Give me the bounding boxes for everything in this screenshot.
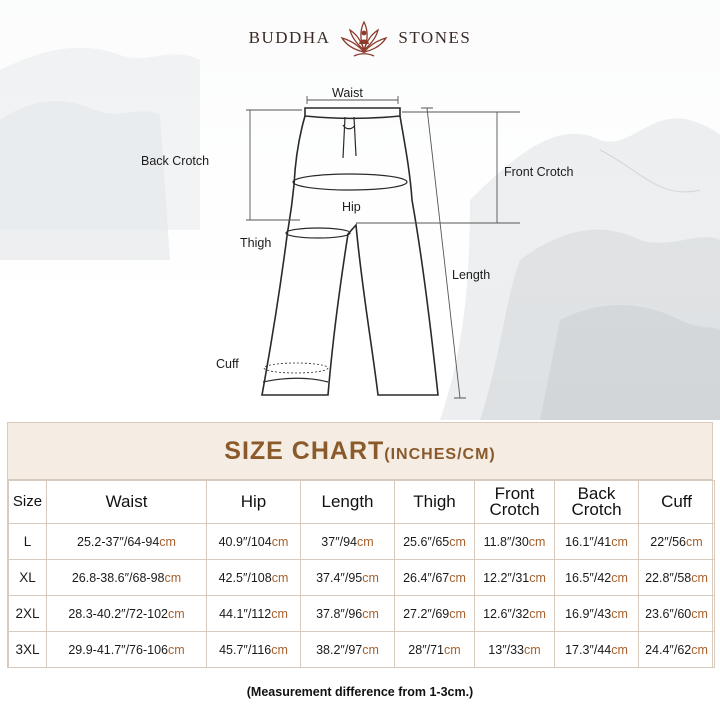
measurement-value: 11.8″/30 [483,534,529,549]
measurement-unit: cm [611,534,628,549]
size-chart-title: SIZE CHART(INCHES/CM) [224,436,496,465]
measurement-unit: cm [271,642,288,657]
brand-name-right: STONES [398,28,472,47]
column-header: Front Crotch [475,481,555,524]
measurement-unit: cm [611,606,628,621]
measurement-unit: cm [362,642,379,657]
measurement-cell [639,560,715,596]
measurement-cell [475,632,555,668]
measurement-unit: cm [686,534,703,549]
measurement-cell [301,524,395,560]
size-cell: XL [9,560,47,596]
measurement-unit: cm [449,606,466,621]
measurement-cell [207,560,301,596]
measurement-unit: cm [691,570,708,585]
measurement-cell [395,560,475,596]
measurement-cell [47,596,207,632]
column-header: Back Crotch [555,481,639,524]
measurement-cell [639,524,715,560]
table-row [9,632,715,668]
measurement-unit: cm [611,642,628,657]
size-chart-units: (INCHES/CM) [384,445,496,463]
measurement-cell [555,596,639,632]
measurement-cell [47,524,207,560]
measurement-value: 22.8″/58 [645,570,692,585]
measurement-cell [475,596,555,632]
measurement-value: 25.6″/65 [403,534,450,549]
measurement-value: 37.4″/95 [316,570,363,585]
measurement-cell [639,596,715,632]
measurement-cell [301,596,395,632]
label-front-crotch: Front Crotch [504,165,574,179]
measurement-unit: cm [691,642,708,657]
measurement-value: 16.9″/43 [565,606,612,621]
measurement-unit: cm [524,642,541,657]
size-cell: 2XL [9,596,47,632]
measurement-value: 37.8″/96 [316,606,363,621]
measurement-cell [475,560,555,596]
cuff-band [263,378,328,382]
label-waist: Waist [332,86,363,100]
measurement-unit: cm [528,534,546,549]
measurement-cell [207,596,301,632]
measurement-value: 24.4″/62 [645,642,692,657]
measurement-unit: cm [529,606,546,621]
measurement-unit: cm [691,606,708,621]
measurement-unit: cm [159,534,176,549]
measurement-value: 44.1″/112 [219,606,272,621]
label-hip: Hip [342,200,361,214]
measurement-cell [555,632,639,668]
measurement-value: 45.7″/116 [219,642,272,657]
column-header: Cuff [639,481,715,524]
measurement-cell [555,560,639,596]
measurement-value: 26.4″/67 [403,570,450,585]
brand-header [0,16,720,60]
measurement-cell [301,632,395,668]
size-chart-title-bar [8,423,712,480]
measurement-cell [395,596,475,632]
column-header: Thigh [395,481,475,524]
measurement-value: 13″/33 [488,642,525,657]
label-thigh: Thigh [240,236,272,250]
pants-outline [262,116,438,395]
hip-measure-ellipse [293,174,407,190]
pants-drawstring [343,117,356,158]
pants-measurement-diagram [0,60,720,410]
measurement-note: (Measurement difference from 1-3cm.) [246,685,474,699]
measurement-value: 23.6″/60 [645,606,692,621]
measurement-unit: cm [271,606,288,621]
measurement-value: 40.9″/104 [218,534,272,549]
column-header: Size [9,481,47,524]
measurement-unit: cm [167,606,185,621]
measurement-unit: cm [362,570,379,585]
measurement-unit: cm [449,570,466,585]
table-row [9,560,715,596]
column-header: Length [301,481,395,524]
measurement-cell [395,524,475,560]
table-row [9,596,715,632]
thigh-measure-ellipse [286,228,350,238]
measurement-value: 22″/56 [650,534,687,549]
measurement-cell [301,560,395,596]
measurement-unit: cm [444,642,461,657]
measurement-unit: cm [271,534,289,549]
column-header: Waist [47,481,207,524]
label-back-crotch: Back Crotch [141,154,210,168]
table-header-row [9,481,715,524]
measurement-value: 12.2″/31 [483,570,530,585]
measurement-unit: cm [167,642,185,657]
measurement-cell [47,632,207,668]
measurement-unit: cm [271,570,289,585]
measurement-unit: cm [357,534,374,549]
measurement-unit: cm [164,570,182,585]
measurement-value: 28″/71 [408,642,445,657]
size-cell: L [9,524,47,560]
measurement-value: 16.1″/41 [565,534,612,549]
measurement-cell [207,524,301,560]
measurement-cell [47,560,207,596]
measurement-value: 16.5″/42 [565,570,612,585]
size-chart [7,422,713,668]
measurement-cell [207,632,301,668]
measurement-value: 25.2-37″/64-94 [77,534,160,549]
measurement-unit: cm [529,570,546,585]
size-cell: 3XL [9,632,47,668]
measurement-value: 26.8-38.6″/68-98 [71,570,165,585]
measurement-value: 37″/94 [321,534,358,549]
label-cuff: Cuff [216,357,239,371]
measurement-value: 17.3″/44 [565,642,612,657]
measurement-value: 38.2″/97 [316,642,363,657]
measurement-unit: cm [449,534,466,549]
measurement-value: 42.5″/108 [218,570,272,585]
measurement-cell [395,632,475,668]
measurement-cell [639,632,715,668]
table-row [9,524,715,560]
measurement-cell [475,524,555,560]
measurement-value: 27.2″/69 [403,606,450,621]
measurement-unit: cm [362,606,379,621]
measurement-value: 28.3-40.2″/72-102 [68,606,168,621]
lotus-meditation-icon [340,18,388,58]
label-length: Length [452,268,491,282]
pants-waistband [305,108,400,118]
size-table [8,480,715,668]
measurement-cell [555,524,639,560]
measurement-unit: cm [611,570,628,585]
measurement-value: 12.6″/32 [483,606,530,621]
measurement-value: 29.9-41.7″/76-106 [68,642,168,657]
column-header: Hip [207,481,301,524]
brand-name-left: BUDDHA [248,28,331,47]
